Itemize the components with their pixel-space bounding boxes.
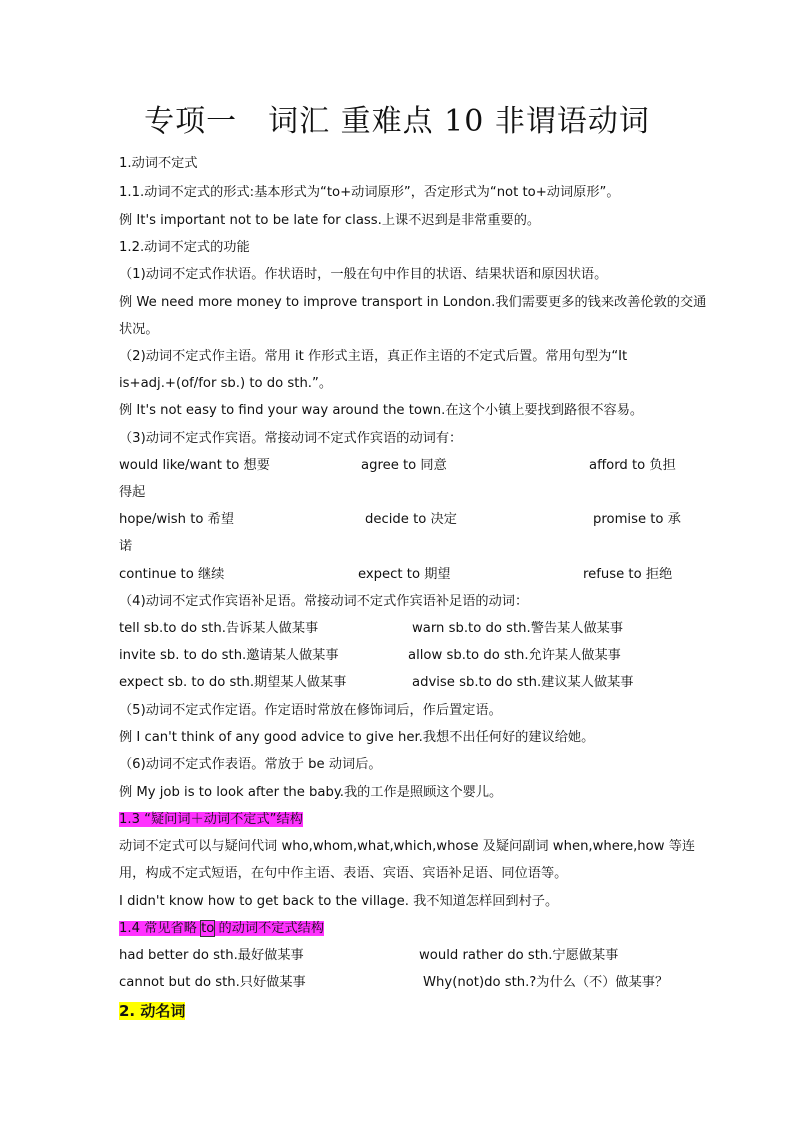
- section-heading: [119, 1001, 185, 1023]
- verb-item: promise to 承: [593, 512, 681, 527]
- example: 状况。: [119, 322, 159, 337]
- verb-item: 诺: [119, 539, 133, 554]
- section-heading: 1.4 常见省略 to 的动词不定式结构: [119, 921, 325, 936]
- phrase-item: invite sb. to do sth.邀请某人做某事: [119, 648, 339, 663]
- verb-item: continue to 继续: [119, 567, 225, 582]
- phrase-item: Why(not)do sth.?为什么（不）做某事？: [423, 975, 669, 990]
- phrase-item: would rather do sth.宁愿做某事: [419, 948, 619, 963]
- verb-item: afford to 负担: [589, 458, 676, 473]
- paragraph: 1.1.动词不定式的形式:基本形式为“to+动词原形”，否定形式为“not to+动词原形”。: [119, 185, 620, 200]
- section-heading: 1.2.动词不定式的功能: [119, 240, 250, 255]
- paragraph: 用，构成不定式短语，在句中作主语、表语、宾语、宾语补足语、同位语等。: [119, 866, 568, 881]
- paragraph: （4)动词不定式作宾语补足语。常接动词不定式作宾语补足语的动词：: [119, 594, 529, 609]
- paragraph: 动词不定式可以与疑问代词 who,whom,what,which,whose 及疑问副词 when,where,how 等连: [119, 839, 696, 854]
- example: 例 It's important not to be late for class.上课不迟到是非常重要的。: [119, 213, 541, 228]
- phrase-item: advise sb.to do sth.建议某人做某事: [412, 675, 634, 690]
- phrase-item: cannot but do sth.只好做某事: [119, 975, 306, 990]
- highlighted-heading: 2. 动名词: [119, 1002, 186, 1020]
- phrase-item: had better do sth.最好做某事: [119, 948, 304, 963]
- paragraph: （6)动词不定式作表语。常放于 be 动词后。: [119, 757, 382, 772]
- section-heading: [119, 810, 303, 830]
- example: 例 I can't think of any good advice to give her.我想不出任何好的建议给她。: [119, 730, 595, 745]
- phrase-item: tell sb.to do sth.告诉某人做某事: [119, 621, 319, 636]
- paragraph: is+adj.+(of/for sb.) to do sth.”。: [119, 376, 333, 391]
- section-heading: 1.动词不定式: [119, 156, 198, 171]
- paragraph: （5)动词不定式作定语。作定语时常放在修饰词后，作后置定语。: [119, 703, 502, 718]
- phrase-item: expect sb. to do sth.期望某人做某事: [119, 675, 347, 690]
- paragraph: （3)动词不定式作宾语。常接动词不定式作宾语的动词有：: [119, 431, 463, 446]
- paragraph: （1)动词不定式作状语。作状语时，一般在句中作目的状语、结果状语和原因状语。: [119, 267, 608, 282]
- example: 例 My job is to look after the baby.我的工作是照顾这个婴儿。: [119, 785, 503, 800]
- verb-item: refuse to 拒绝: [583, 567, 673, 582]
- example: 例 It's not easy to find your way around the town.在这个小镇上要找到路很不容易。: [119, 403, 644, 418]
- verb-item: hope/wish to 希望: [119, 512, 235, 527]
- example: I didn't know how to get back to the village. 我不知道怎样回到村子。: [119, 894, 559, 909]
- phrase-item: allow sb.to do sth.允许某人做某事: [408, 648, 621, 663]
- verb-item: expect to 期望: [358, 567, 451, 582]
- page-title: 专项一 词汇 重难点 10 非谓语动词: [144, 104, 650, 139]
- paragraph: （2)动词不定式作主语。常用 it 作形式主语，真正作主语的不定式后置。常用句型为“It: [119, 349, 628, 364]
- phrase-item: warn sb.to do sth.警告某人做某事: [412, 621, 624, 636]
- highlighted-heading: 1.3 “疑问词＋动词不定式”结构: [119, 812, 303, 827]
- verb-item: 得起: [119, 485, 146, 500]
- verb-item: would like/want to 想要: [119, 458, 270, 473]
- example: 例 We need more money to improve transport in London.我们需要更多的钱来改善伦敦的交通: [119, 295, 707, 310]
- verb-item: decide to 决定: [365, 512, 457, 527]
- verb-item: agree to 同意: [361, 458, 447, 473]
